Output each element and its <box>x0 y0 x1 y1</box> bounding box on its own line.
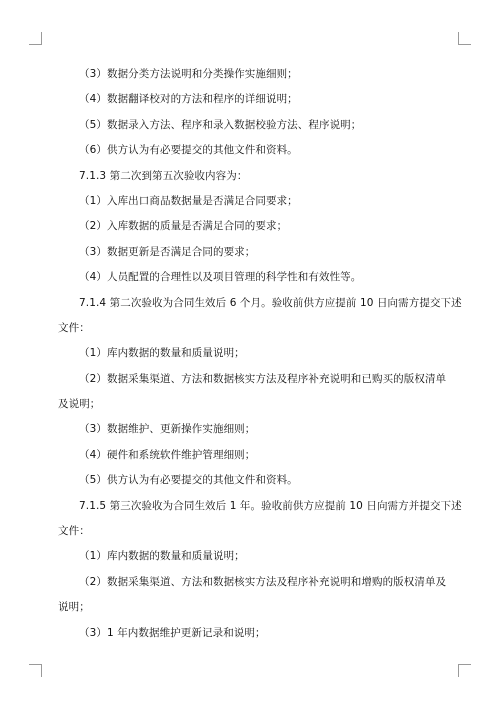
paragraph-line: 文件： <box>58 525 90 538</box>
section-heading: 7.1.3 第二次到第五次验收内容为： <box>79 169 248 182</box>
paragraph-line: （1）库内数据的数量和质量说明； <box>79 550 245 563</box>
paragraph-line: （2）入库数据的质量是否满足合同的要求； <box>79 220 288 233</box>
paragraph-line: （2）数据采集渠道、方法和数据核实方法及程序补充说明和已购买的版权清单 <box>79 372 447 385</box>
paragraph-line: （1）库内数据的数量和质量说明； <box>79 347 245 360</box>
crop-mark-bottom-left <box>29 664 42 677</box>
paragraph-line: （3）1 年内数据维护更新记录和说明； <box>79 626 266 639</box>
paragraph-line: （5）数据录入方法、程序和录入数据校验方法、程序说明； <box>79 118 362 131</box>
crop-mark-top-right <box>458 32 471 45</box>
paragraph-line: （2）数据采集渠道、方法和数据核实方法及程序补充说明和增购的版权清单及 <box>79 575 447 588</box>
paragraph-line: （1）入库出口商品数据量是否满足合同要求； <box>79 194 298 207</box>
paragraph-line: （4）数据翻译校对的方法和程序的详细说明； <box>79 93 298 106</box>
paragraph-line: （5）供方认为有必要提交的其他文件和资料。 <box>79 474 298 487</box>
paragraph-line: 说明； <box>58 601 90 614</box>
section-heading: 7.1.4 第二次验收为合同生效后 6 个月。验收前供方应提前 10 日向需方提交下述 <box>79 296 462 309</box>
section-heading: 7.1.5 第三次验收为合同生效后 1 年。验收前供方应提前 10 日向需方并提交下述 <box>79 499 462 512</box>
document-body <box>58 62 462 646</box>
paragraph-line: （6）供方认为有必要提交的其他文件和资料。 <box>79 144 298 157</box>
paragraph-line: （4）人员配置的合理性以及项目管理的科学性和有效性等。 <box>79 271 362 284</box>
paragraph-line: 文件： <box>58 321 90 334</box>
crop-mark-bottom-right <box>458 664 471 677</box>
paragraph-line: （3）数据维护、更新操作实施细则； <box>79 423 256 436</box>
paragraph-line: （3）数据更新是否满足合同的要求； <box>79 245 256 258</box>
paragraph-line: 及说明； <box>58 398 101 411</box>
crop-mark-top-left <box>29 32 42 45</box>
paragraph-line: （4）硬件和系统软件维护管理细则； <box>79 448 256 461</box>
paragraph-line: （3）数据分类方法说明和分类操作实施细则； <box>79 68 298 80</box>
